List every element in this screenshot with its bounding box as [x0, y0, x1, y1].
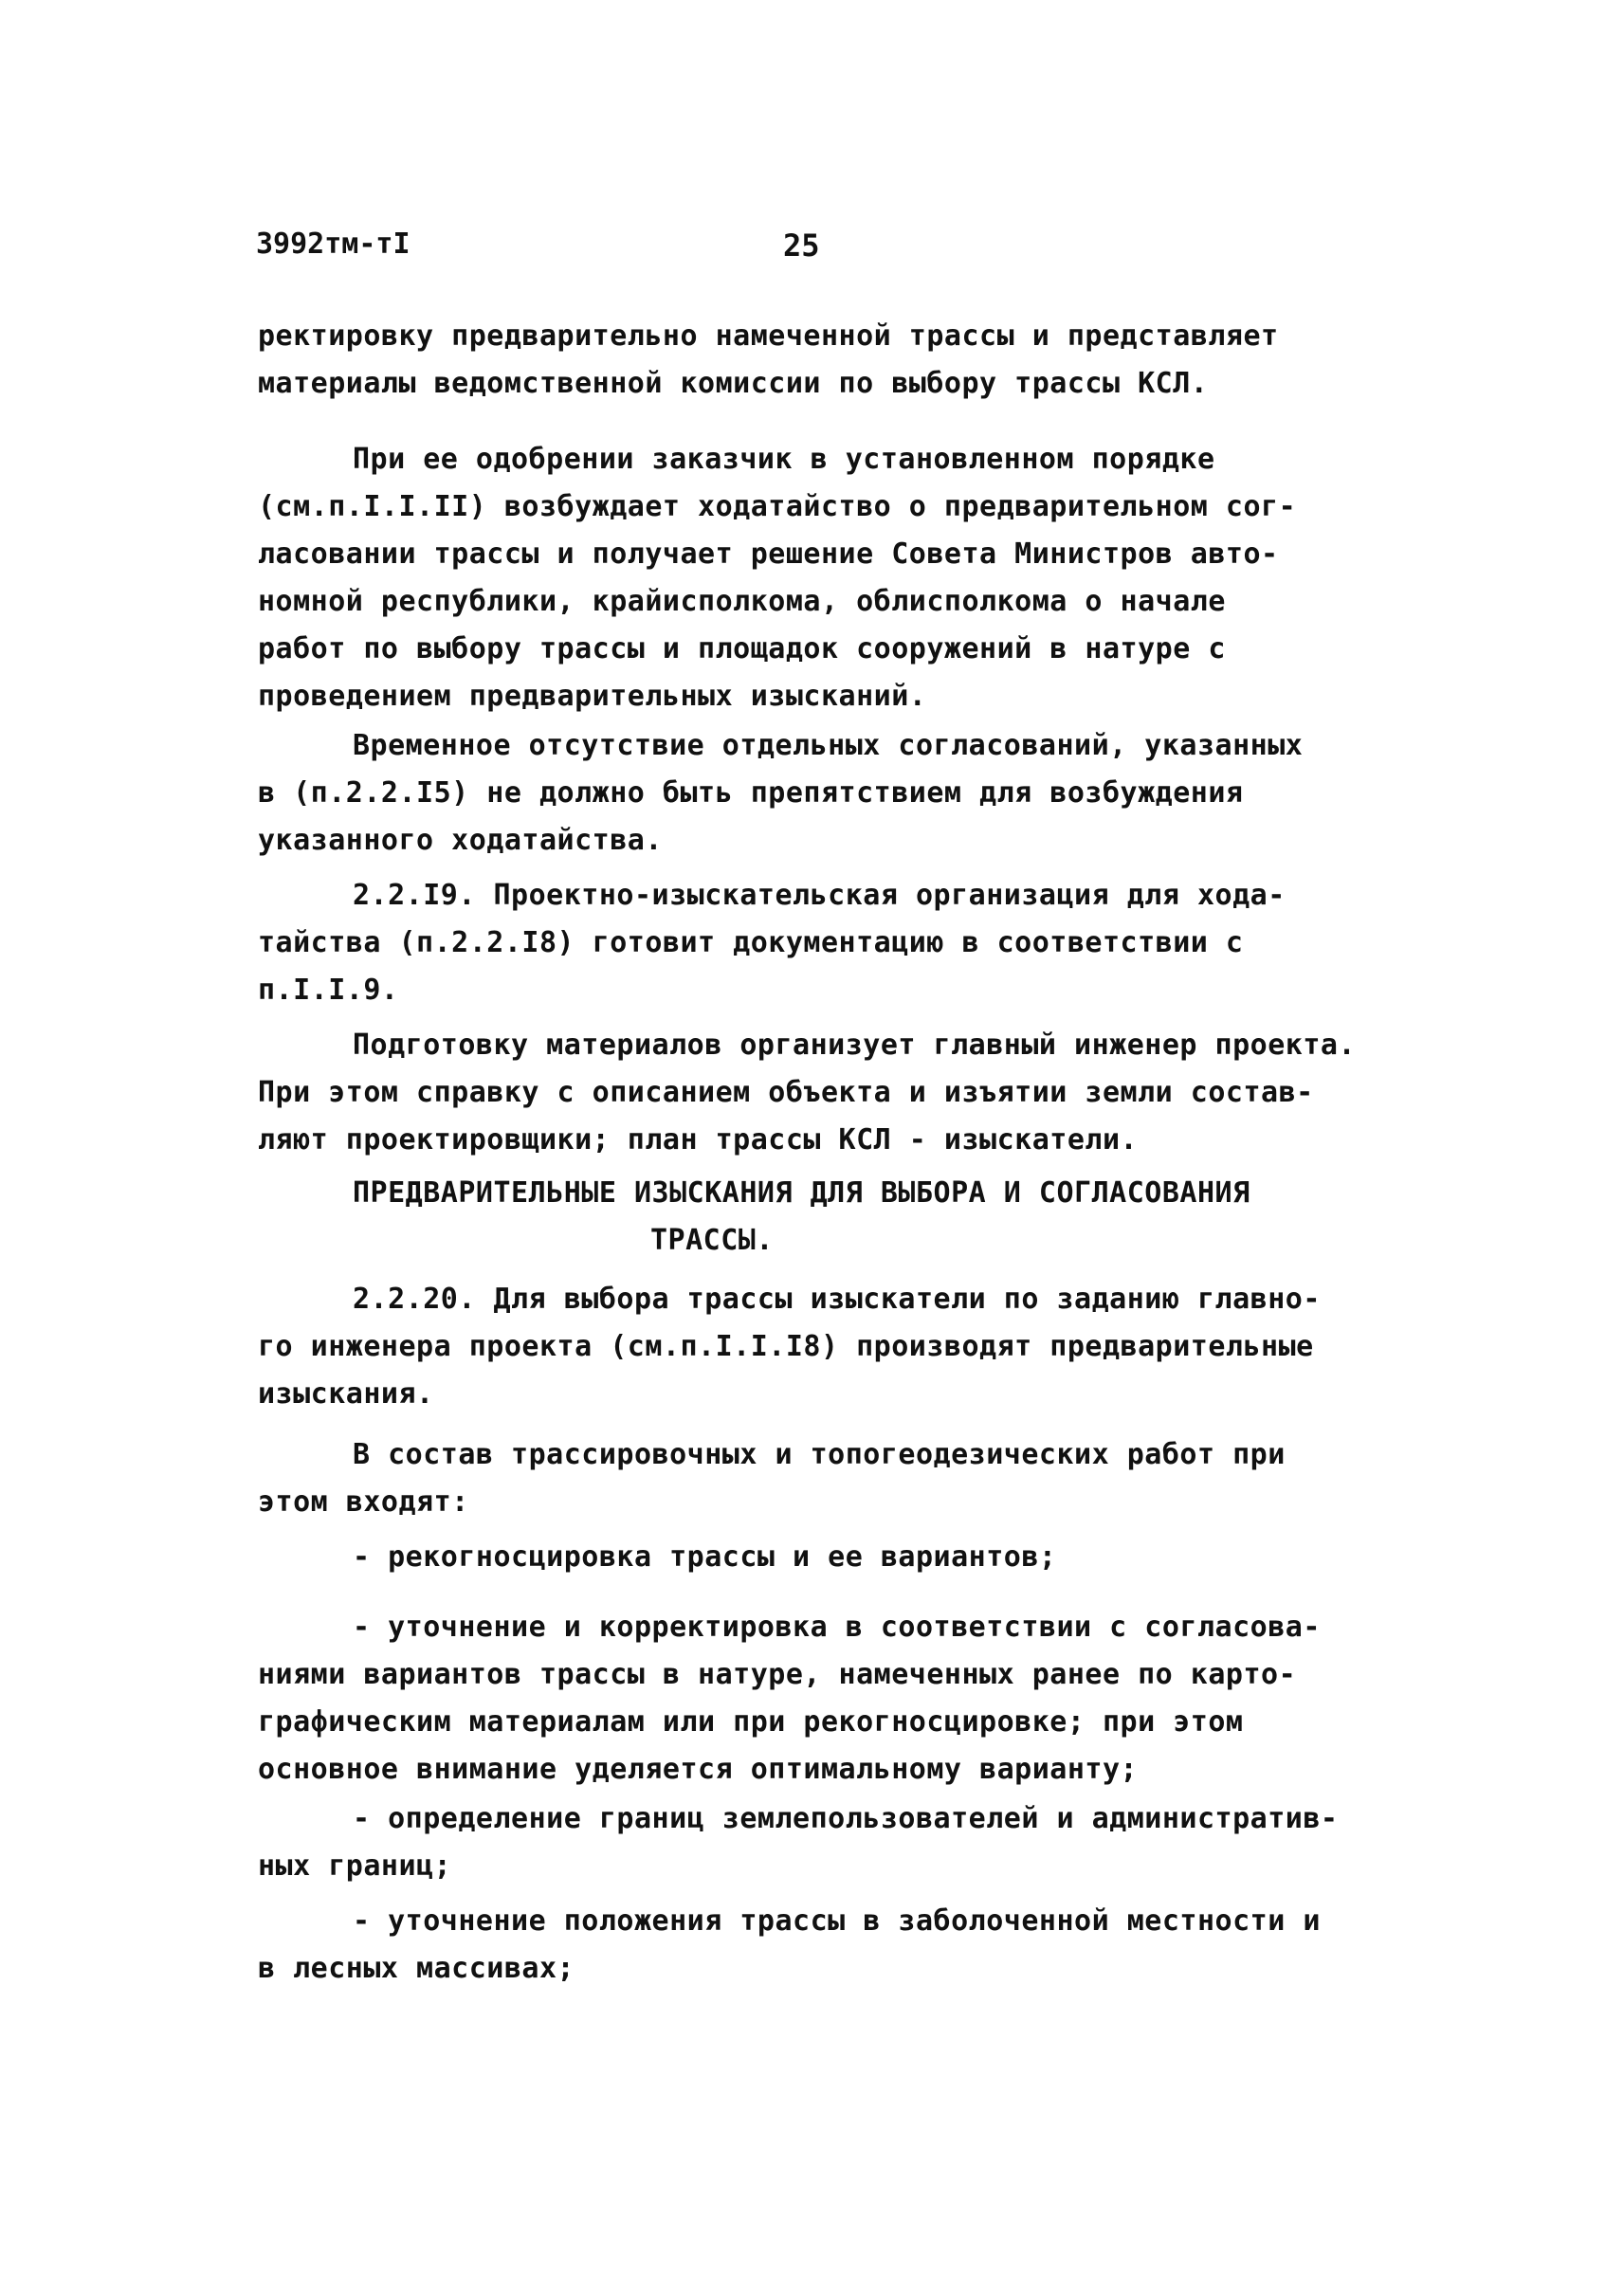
- text-line: При ее одобрении заказчик в установленном порядке: [353, 443, 1215, 476]
- text-line: Временное отсутствие отдельных согласований, указанных: [353, 729, 1304, 762]
- paragraph-2-2-20: [258, 1276, 1377, 1418]
- text-line: При этом справку с описанием объекта и изъятии земли состав-: [258, 1076, 1314, 1109]
- text-line: го инженера проекта (см.п.I.I.I8) производят предварительные: [258, 1330, 1314, 1363]
- list-item-swamp-forest: [258, 1898, 1377, 1993]
- text-line: изыскания.: [258, 1377, 434, 1411]
- section-heading: [258, 1170, 1377, 1265]
- list-item-reconnaissance: [258, 1534, 1377, 1581]
- text-line: - уточнение положения трассы в заболоченной местности и: [353, 1904, 1321, 1938]
- paragraph-continuation: [258, 313, 1377, 408]
- page-number: 25: [783, 228, 820, 264]
- heading-line: ПРЕДВАРИТЕЛЬНЫЕ ИЗЫСКАНИЯ ДЛЯ ВЫБОРА И СОГЛАСОВАНИЯ: [353, 1176, 1250, 1210]
- paragraph-2-2-19: [258, 872, 1377, 1014]
- list-item-boundaries: [258, 1795, 1377, 1890]
- text-line: основное внимание уделяется оптимальному варианту;: [258, 1753, 1139, 1786]
- paragraph-materials-preparation: [258, 1022, 1377, 1164]
- text-line: ных границ;: [258, 1849, 452, 1883]
- text-line: - определение границ землепользователей и административ-: [353, 1802, 1339, 1835]
- text-line: - уточнение и корректировка в соответствии с согласова-: [353, 1611, 1321, 1644]
- text-line: ниями вариантов трассы в натуре, намеченных ранее по карто-: [258, 1658, 1297, 1691]
- text-line: (см.п.I.I.II) возбуждает ходатайство о предварительном сог-: [258, 490, 1297, 523]
- text-line: указанного ходатайства.: [258, 824, 663, 857]
- paragraph-temporary-absence: [258, 722, 1377, 865]
- text-line: 2.2.I9. Проектно-изыскательская организация для хода-: [353, 879, 1286, 912]
- text-line: в лесных массивах;: [258, 1952, 575, 1985]
- text-line: проведением предварительных изысканий.: [258, 680, 927, 713]
- text-line: работ по выбору трассы и площадок сооружений в натуре с: [258, 632, 1226, 665]
- text-line: В состав трассировочных и топогеодезических работ при: [353, 1438, 1286, 1471]
- text-line: этом входят:: [258, 1485, 469, 1519]
- heading-line: ТРАССЫ.: [650, 1224, 774, 1257]
- document-code: 3992тм-тI: [256, 228, 411, 261]
- text-line: номной республики, крайисполкома, облисполкома о начале: [258, 585, 1226, 618]
- text-line: ляют проектировщики; план трассы КСЛ - изыскатели.: [258, 1123, 1139, 1157]
- list-item-refinement: [258, 1604, 1377, 1794]
- text-line: графическим материалам или при рекогносцировке; при этом: [258, 1705, 1244, 1739]
- text-line: п.I.I.9.: [258, 974, 399, 1007]
- paragraph-works-composition: [258, 1431, 1377, 1526]
- text-line: Подготовку материалов организует главный инженер проекта.: [353, 1029, 1357, 1062]
- paragraph-approval: [258, 436, 1377, 720]
- text-line: в (п.2.2.I5) не должно быть препятствием для возбуждения: [258, 776, 1244, 810]
- text-line: материалы ведомственной комиссии по выбору трассы КСЛ.: [258, 367, 1209, 400]
- text-line: - рекогносцировка трассы и ее вариантов;: [353, 1540, 1057, 1574]
- text-line: ласовании трассы и получает решение Совета Министров авто-: [258, 537, 1279, 571]
- text-line: ректировку предварительно намеченной трассы и представляет: [258, 319, 1279, 353]
- text-line: 2.2.20. Для выбора трассы изыскатели по заданию главно-: [353, 1283, 1321, 1316]
- text-line: тайства (п.2.2.I8) готовит документацию в соответствии с: [258, 926, 1244, 959]
